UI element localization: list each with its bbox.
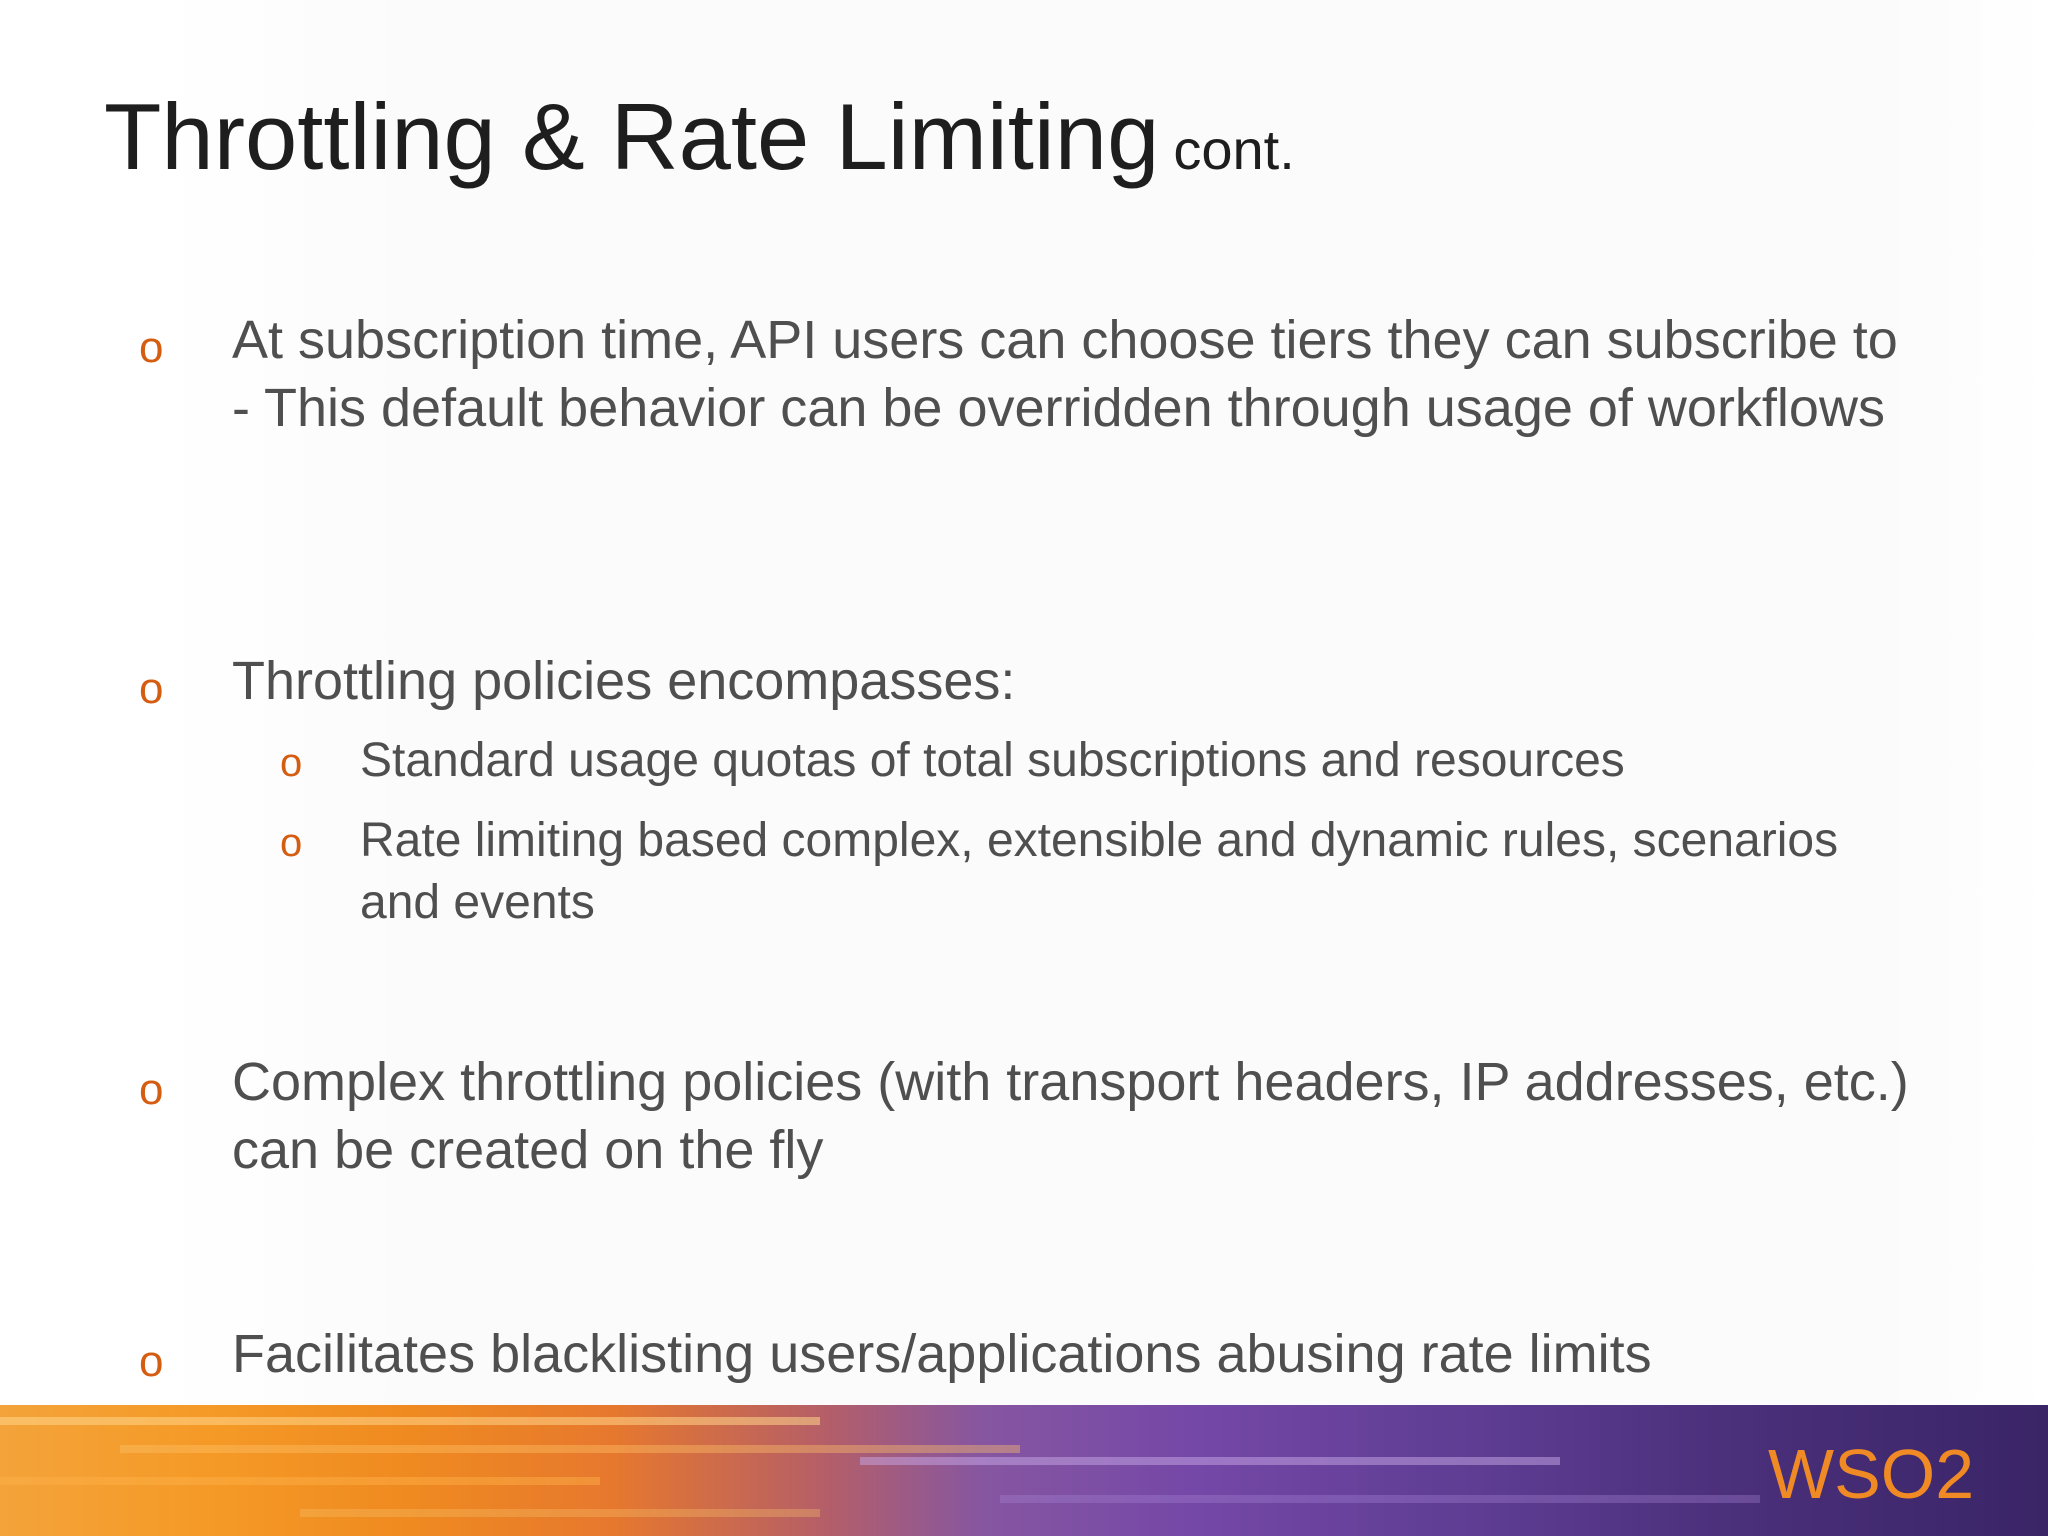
sub-bullet-item-2: [280, 810, 1840, 934]
bullet-text: Complex throttling policies (with transport headers, IP addresses, etc.) can be created on the fly: [232, 1052, 1909, 1180]
title-suffix: cont.: [1173, 118, 1295, 181]
footer-streak: [300, 1509, 820, 1517]
footer-streak: [860, 1457, 1560, 1465]
bullet-text: Throttling policies encompasses:: [232, 651, 1016, 711]
bullet-item-3: [139, 1048, 1912, 1184]
bullet-item-1: [139, 306, 1912, 442]
bullet-item-2: [139, 647, 1912, 715]
sub-bullet-text: Rate limiting based complex, extensible and dynamic rules, scenarios and events: [360, 814, 1839, 929]
wso2-logo: [1768, 1428, 1988, 1528]
bullet-text: Facilitates blacklisting users/applications abusing rate limits: [232, 1324, 1652, 1384]
footer-streak: [0, 1477, 600, 1485]
bullet-marker-icon: o: [139, 323, 164, 372]
sub-bullet-marker-icon: o: [280, 741, 303, 785]
slide-title: [104, 84, 1295, 189]
footer-band: [0, 1405, 2048, 1536]
bullet-marker-icon: o: [139, 664, 164, 713]
title-main: Throttling & Rate Limiting: [104, 84, 1160, 189]
bullet-text: At subscription time, API users can choose tiers they can subscribe to - This default behavior can be overridden through usage of workflows: [232, 310, 1898, 438]
sub-bullet-marker-icon: o: [280, 821, 303, 865]
footer-streak: [0, 1417, 820, 1425]
logo-wordmark: WSO2: [1768, 1435, 1975, 1513]
bullet-item-4: [139, 1320, 1912, 1388]
bullet-marker-icon: o: [139, 1337, 164, 1386]
footer-streak: [120, 1445, 1020, 1453]
footer-streak: [1000, 1495, 1760, 1503]
bullet-marker-icon: o: [139, 1065, 164, 1114]
sub-bullet-text: Standard usage quotas of total subscriptions and resources: [360, 734, 1625, 787]
sub-bullet-item-1: [280, 730, 1840, 792]
